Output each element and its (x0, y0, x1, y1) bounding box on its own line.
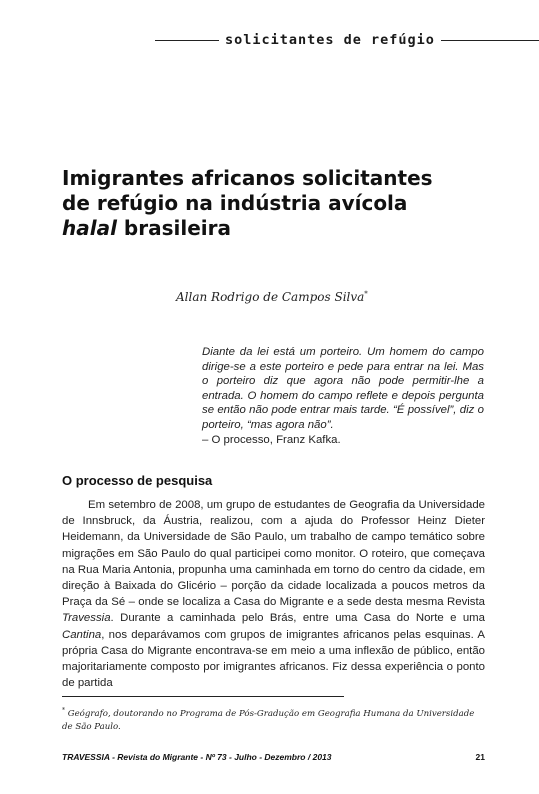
epigraph-source: – O processo, Franz Kafka. (202, 433, 341, 446)
body-paragraph (62, 497, 485, 691)
footnote-divider (62, 696, 344, 697)
author-name: Allan Rodrigo de Campos Silva (176, 290, 365, 304)
epigraph (202, 345, 484, 447)
body-text-part-1: Em setembro de 2008, um grupo de estudantes de Geografia da Universidade de Innsbruck, da Áustria, realizou, com a ajuda do Professor Heinz Dieter Heidemann, da Universidade de São Paulo, um trabalho de campo temático sobre migrações em São Paulo do qual participei como monitor. O roteiro, que começava na Rua Maria Antonia, propunha uma caminhada em torno do centro da cidade, em direção à Baixada do Glicério – porção da cidade localizada a poucos metros da Praça da Sé – onde se localiza a Casa do Migrante e a sede desta mesma Revista (62, 499, 485, 609)
author-footnote-mark[interactable]: * (364, 290, 368, 298)
body-text-part-2: . Durante a caminhada pelo Brás, entre uma Casa do Norte e uma (110, 612, 485, 625)
epigraph-quote: Diante da lei está um porteiro. Um homem do campo dirige-se a este porteiro e pede para entrar na lei. Mas o porteiro diz que agora não pode permitir-lhe a entrada. O homem do campo reflete e depois pergunta se então não pode entrar mais tarde. “É possível”, diz o porteiro, “mas agora não”. (202, 346, 484, 431)
section-heading: O processo de pesquisa (62, 473, 213, 488)
body-italic-travessia: Travessia (62, 612, 111, 625)
header-rule-left (155, 40, 219, 41)
footnote (62, 704, 485, 734)
footer-issue-info: - Revista do Migrante - Nº 73 - Julho - Dezembro / 2013 (109, 752, 332, 762)
body-italic-cantina: Cantina (62, 628, 102, 641)
author-line (176, 290, 368, 304)
article-title (62, 166, 482, 241)
title-line-3: brasileira (116, 216, 231, 240)
footer-journal-name: TRAVESSIA (62, 752, 110, 762)
footnote-text: Geógrafo, doutorando no Programa de Pós-Gradução em Geografia Humana da Universidade de São Paulo. (62, 708, 475, 732)
running-header-text: solicitantes de refúgio (225, 32, 435, 48)
page-number: 21 (475, 752, 485, 762)
running-header (155, 30, 539, 50)
footnote-mark: * (62, 707, 65, 714)
body-text-part-3: , nos deparávamos com grupos de imigrantes africanos pelas esquinas. A própria Casa do Migrante encontrava-se em meio a uma inflexão de público, então majoritariamente composto por imigrantes africanos. Fiz dessa experiência o ponto de partida (62, 628, 485, 690)
header-rule-right (441, 40, 539, 41)
page-footer (62, 752, 485, 762)
title-line-1: Imigrantes africanos solicitantes (62, 166, 433, 190)
title-line-2: de refúgio na indústria avícola (62, 191, 408, 215)
title-italic-word: halal (62, 216, 117, 240)
footer-journal-info (62, 752, 332, 762)
